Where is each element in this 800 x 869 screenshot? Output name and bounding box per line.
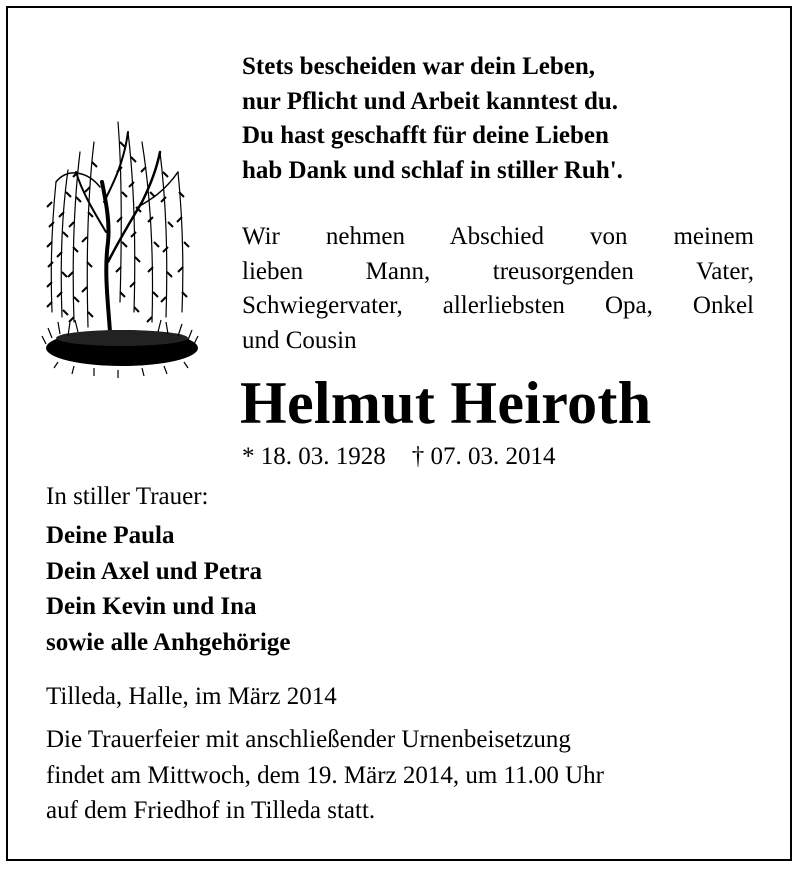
farewell-line: lieben Mann, treusorgenden Vater, bbox=[242, 257, 754, 285]
weeping-willow-icon bbox=[38, 112, 200, 392]
birth-date: * 18. 03. 1928 bbox=[242, 443, 386, 470]
farewell-line: Schwiegervater, allerliebsten Opa, Onkel bbox=[242, 292, 754, 319]
verse-line: Du hast geschafft für deine Lieben bbox=[242, 122, 609, 149]
mourners-list bbox=[46, 518, 290, 660]
funeral-service-info bbox=[46, 722, 604, 829]
mourner-entry: sowie alle Anhgehörige bbox=[46, 628, 291, 656]
death-date: † 07. 03. 2014 bbox=[411, 443, 556, 470]
farewell-line: Wir nehmen Abschied von meinem bbox=[242, 223, 754, 250]
deceased-name: Helmut Heiroth bbox=[240, 370, 652, 436]
verse-line: Stets bescheiden war dein Leben, bbox=[242, 53, 596, 80]
verse-line: hab Dank und schlaf in stiller Ruh'. bbox=[242, 156, 623, 184]
place-and-date: Tilleda, Halle, im März 2014 bbox=[46, 683, 337, 710]
mourner-entry: Deine Paula bbox=[46, 522, 175, 549]
service-line: auf dem Friedhof in Tilleda statt. bbox=[46, 797, 376, 824]
service-line: findet am Mittwoch, dem 19. März 2014, um 11.00 Uhr bbox=[46, 761, 605, 789]
life-dates bbox=[242, 440, 556, 474]
farewell-text bbox=[242, 220, 754, 358]
verse-line: nur Pflicht und Arbeit kanntest du. bbox=[242, 87, 619, 115]
service-line: Die Trauerfeier mit anschließender Urnenbeisetzung bbox=[46, 726, 571, 753]
mourning-label: In stiller Trauer: bbox=[46, 483, 209, 510]
mourner-entry: Dein Axel und Petra bbox=[46, 557, 262, 585]
memorial-verse bbox=[242, 50, 762, 188]
mourner-entry: Dein Kevin und Ina bbox=[46, 593, 257, 620]
farewell-line: und Cousin bbox=[242, 326, 357, 354]
